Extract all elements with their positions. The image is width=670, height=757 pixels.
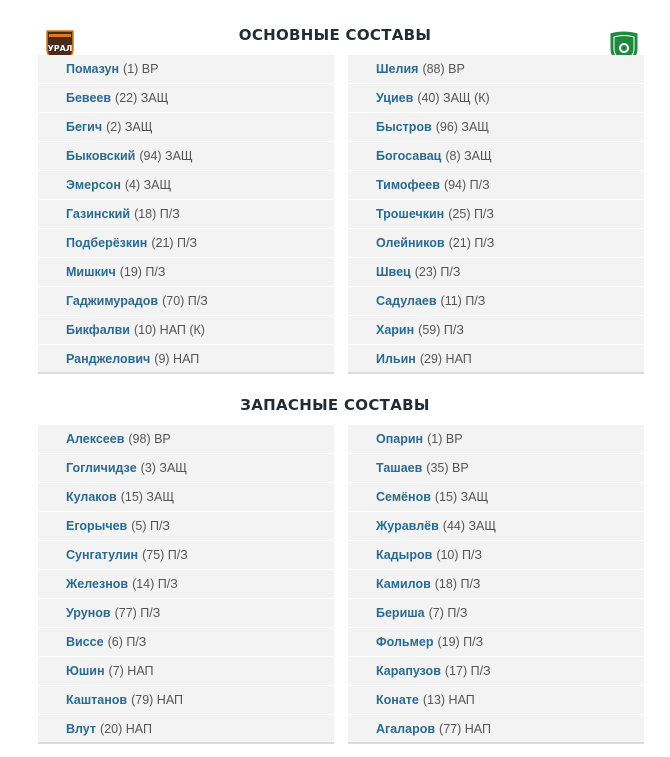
player-name-link[interactable]: Алексеев [66,432,125,446]
player-number-position: (7) НАП [108,664,154,678]
player-name-link[interactable]: Быстров [376,120,432,134]
player-row [38,483,334,512]
main-away-lineup [348,55,644,374]
player-number-position: (21) П/З [448,236,495,250]
player-name-link[interactable]: Эмерсон [66,178,121,192]
player-row [38,512,334,541]
player-number-position: (15) ЗАЩ [434,490,489,504]
player-name-link[interactable]: Ранджелович [66,351,151,366]
player-number-position: (6) П/З [107,635,147,649]
player-number-position: (19) П/З [119,265,166,279]
player-row [38,113,334,142]
player-name-link[interactable]: Тимофеев [376,178,440,192]
player-number-position: (18) П/З [434,577,481,591]
player-name-link[interactable]: Садулаев [376,294,437,308]
player-name-link[interactable]: Быковский [66,149,136,163]
player-name-link[interactable]: Камилов [376,577,431,591]
player-name-link[interactable]: Мишкич [66,265,116,279]
player-number-position: (20) НАП [100,721,152,736]
player-row [348,258,644,287]
player-number-position: (17) П/З [444,664,491,678]
player-name-link[interactable]: Сунгатулин [66,548,139,562]
subs-away-lineup [348,425,644,744]
player-name-link[interactable]: Подберёзкин [66,236,148,250]
player-row [38,657,334,686]
player-number-position: (98) ВР [128,432,171,446]
player-number-position: (44) ЗАЩ [442,519,497,533]
player-name-link[interactable]: Фольмер [376,635,434,649]
player-row [348,142,644,171]
player-row [348,541,644,570]
player-row [348,113,644,142]
player-row [348,287,644,316]
svg-text:УРАЛ: УРАЛ [47,44,73,53]
player-number-position: (10) НАП (К) [133,323,205,337]
player-name-link[interactable]: Кадыров [376,548,433,562]
player-row [38,715,334,744]
player-number-position: (7) П/З [428,606,468,620]
player-row [38,229,334,258]
player-name-link[interactable]: Олейников [376,236,445,250]
player-row [38,55,334,84]
player-number-position: (29) НАП [419,351,472,366]
player-name-link[interactable]: Урунов [66,606,111,620]
player-number-position: (59) П/З [418,323,464,337]
player-number-position: (22) ЗАЩ [115,91,169,105]
player-row [348,171,644,200]
main-lineups-title: ОСНОВНЫЕ СОСТАВЫ [238,26,432,44]
player-number-position: (1) ВР [123,62,159,76]
player-row [348,454,644,483]
player-row [348,55,644,84]
player-row [38,454,334,483]
player-name-link[interactable]: Карапузов [376,664,441,678]
player-name-link[interactable]: Кулаков [66,490,117,504]
player-name-link[interactable]: Агаларов [376,721,436,736]
player-number-position: (10) П/З [436,548,483,562]
player-row [348,483,644,512]
player-row [38,287,334,316]
player-number-position: (75) П/З [142,548,188,562]
substitutes-title: ЗАПАСНЫЕ СОСТАВЫ [240,396,430,414]
player-number-position: (35) ВР [426,461,469,475]
player-name-link[interactable]: Бериша [376,606,425,620]
player-number-position: (13) НАП [422,693,475,707]
player-number-position: (9) НАП [154,351,200,366]
player-name-link[interactable]: Виссе [66,635,104,649]
player-name-link[interactable]: Трошечкин [376,207,445,221]
player-row [348,316,644,345]
player-row [38,142,334,171]
player-row [348,229,644,258]
player-number-position: (15) ЗАЩ [120,490,175,504]
player-number-position: (4) ЗАЩ [124,178,172,192]
subs-home-lineup [38,425,334,744]
player-row [348,84,644,113]
player-row [38,628,334,657]
player-row [38,541,334,570]
player-number-position: (77) П/З [114,606,161,620]
player-name-link[interactable]: Журавлёв [376,519,439,533]
player-row [38,686,334,715]
player-row [38,345,334,374]
player-number-position: (79) НАП [131,693,184,707]
player-number-position: (5) П/З [131,519,170,533]
player-row [38,570,334,599]
player-row [348,599,644,628]
player-row [348,715,644,744]
player-number-position: (40) ЗАЩ (К) [417,91,490,105]
player-row [38,258,334,287]
player-name-link[interactable]: Гогличидзе [66,461,137,475]
player-name-link[interactable]: Железнов [66,577,129,591]
player-name-link[interactable]: Егорычев [66,519,128,533]
player-name-link[interactable]: Ильин [376,351,416,366]
player-number-position: (2) ЗАЩ [106,120,153,134]
player-number-position: (14) П/З [132,577,178,591]
player-number-position: (11) П/З [440,294,486,308]
player-row [38,425,334,454]
main-lineups-header [0,14,670,54]
player-name-link[interactable]: Богосавац [376,149,442,163]
player-number-position: (1) ВР [427,432,463,446]
player-row [348,425,644,454]
player-name-link[interactable]: Бегич [66,120,103,134]
player-row [348,570,644,599]
player-number-position: (8) ЗАЩ [445,149,492,163]
player-name-link[interactable]: Газинский [66,207,131,221]
player-number-position: (94) ЗАЩ [139,149,193,163]
player-name-link[interactable]: Ташаев [376,461,423,475]
player-row [348,200,644,229]
player-number-position: (23) П/З [414,265,461,279]
player-row [348,345,644,374]
player-name-link[interactable]: Шелия [376,62,419,76]
player-name-link[interactable]: Опарин [376,432,424,446]
player-number-position: (70) П/З [162,294,208,308]
player-number-position: (25) П/З [448,207,494,221]
player-name-link[interactable]: Влут [66,721,97,736]
player-number-position: (94) П/З [443,178,490,192]
player-name-link[interactable]: Каштанов [66,693,128,707]
player-number-position: (19) П/З [437,635,484,649]
player-row [348,628,644,657]
player-name-link[interactable]: Конате [376,693,419,707]
player-name-link[interactable]: Гаджимурадов [66,294,159,308]
player-row [348,512,644,541]
player-name-link[interactable]: Харин [376,323,415,337]
player-row [38,84,334,113]
player-name-link[interactable]: Швец [376,265,411,279]
player-name-link[interactable]: Юшин [66,664,105,678]
player-name-link[interactable]: Уциев [376,91,414,105]
main-home-lineup [38,55,334,374]
player-number-position: (77) НАП [439,721,491,736]
player-name-link[interactable]: Семёнов [376,490,431,504]
player-row [38,316,334,345]
player-row [348,686,644,715]
player-name-link[interactable]: Помазун [66,62,120,76]
player-number-position: (18) П/З [134,207,180,221]
player-row [38,171,334,200]
player-row [38,200,334,229]
player-row [38,599,334,628]
player-name-link[interactable]: Бевеев [66,91,112,105]
player-row [348,657,644,686]
player-number-position: (88) ВР [422,62,465,76]
player-number-position: (21) П/З [151,236,198,250]
player-name-link[interactable]: Бикфалви [66,323,130,337]
player-number-position: (96) ЗАЩ [435,120,490,134]
player-number-position: (3) ЗАЩ [140,461,188,475]
